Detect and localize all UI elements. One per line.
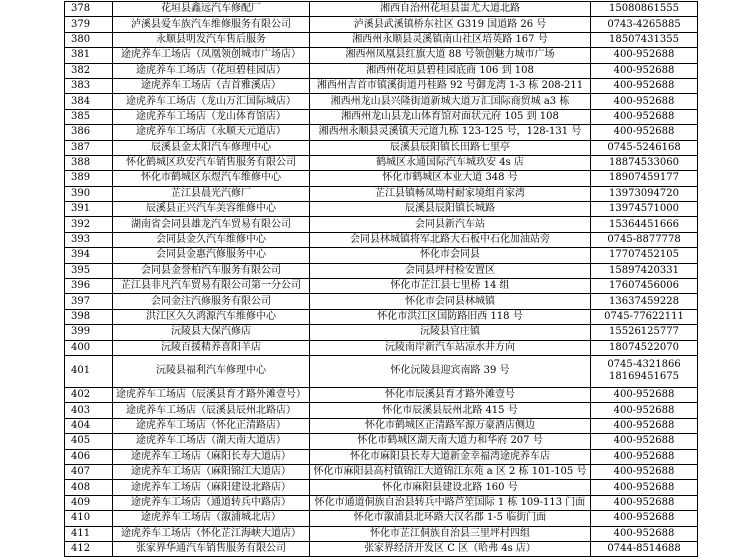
row-number-cell: 387	[65, 140, 113, 155]
shop-name-cell: 花垣县鑫远汽车修配厂	[113, 2, 310, 17]
shop-name-cell: 途虎养车工场店（溆浦城北店）	[113, 511, 310, 526]
shop-name-cell: 途虎养车工场店（花垣碧桂园店）	[113, 63, 310, 78]
row-number-cell: 402	[65, 387, 113, 402]
table-row	[65, 78, 698, 93]
table-row	[65, 309, 698, 324]
phone-cell: 400-952688	[591, 48, 698, 63]
shop-name-cell: 会同县金惠汽修服务中心	[113, 248, 310, 263]
table-row	[65, 387, 698, 402]
table-row	[65, 171, 698, 186]
address-cell: 会同县林城镇将军北路大石板中石化加油站旁	[310, 232, 591, 247]
table-row	[65, 294, 698, 309]
phone-cell: 400-952688	[591, 464, 698, 479]
row-number-cell: 407	[65, 464, 113, 479]
table-row	[65, 202, 698, 217]
address-cell: 怀化市鹤城区本业大道 348 号	[310, 171, 591, 186]
phone-cell: 0743-4265885	[591, 17, 698, 32]
table-row	[65, 355, 698, 387]
table-body	[65, 2, 698, 557]
phone-cell: 400-952688	[591, 94, 698, 109]
shop-name-cell: 途虎养车工场店（龙山体育馆店）	[113, 109, 310, 124]
address-cell: 怀化市通道侗族自治县转兵中路芦笙国际 1 栋 109-113 门面	[310, 495, 591, 510]
shop-name-cell: 怀化鹤城区玖安汽车销售服务有限公司	[113, 155, 310, 170]
table-row	[65, 232, 698, 247]
row-number-cell: 397	[65, 294, 113, 309]
address-cell: 怀化市芷江县七里桥 14 组	[310, 279, 591, 294]
phone-cell: 17707452105	[591, 248, 698, 263]
phone-cell: 0744-8514688	[591, 541, 698, 556]
address-cell: 怀化市会同县	[310, 248, 591, 263]
address-cell: 湘西州龙山县兴隆街道新城大道万汇国际商贸城 a3 栋	[310, 94, 591, 109]
address-cell: 怀化市麻阳县高村镇锦江大道锦江东苑 a 区 2 栋 101-105 号	[310, 464, 591, 479]
address-cell: 沅陵县官庄镇	[310, 325, 591, 340]
shop-name-cell: 途虎养车工场店（怀化芷江海峡大道店）	[113, 526, 310, 541]
phone-cell: 18074522070	[591, 340, 698, 355]
address-cell: 怀化市鹤城区湖天南大道力和华府 207 号	[310, 434, 591, 449]
phone-cell: 18507431355	[591, 32, 698, 47]
address-cell: 怀化市溆浦县北环路大汉名郡 1-5 临街门面	[310, 511, 591, 526]
row-number-cell: 394	[65, 248, 113, 263]
phone-cell: 0745-8877778	[591, 232, 698, 247]
shop-name-cell: 洪江区久久鸿源汽车维修中心	[113, 309, 310, 324]
address-cell: 湘西州凤凰县红旗大道 88 号领创魅力城市广场	[310, 48, 591, 63]
shop-name-cell: 沅陵县大保汽修店	[113, 325, 310, 340]
address-cell: 怀化市洪江区国防路旧西 118 号	[310, 309, 591, 324]
table-row	[65, 511, 698, 526]
address-cell: 怀化市会同县林城镇	[310, 294, 591, 309]
shop-name-cell: 途虎养车工场店（凤凰领创城市广场店）	[113, 48, 310, 63]
shop-name-cell: 沅陵百援精养喜阳羊店	[113, 340, 310, 355]
address-cell: 怀化市麻阳县长寿大道新金幸福湾途虎养车店	[310, 449, 591, 464]
table-row	[65, 125, 698, 140]
shop-name-cell: 会同县金誉柏汽车服务有限公司	[113, 263, 310, 278]
address-cell: 会同县新汽车站	[310, 217, 591, 232]
table-row	[65, 541, 698, 556]
address-cell: 湘西州永顺县灵溪镇南山社区培英路 167 号	[310, 32, 591, 47]
shop-name-cell: 途虎养车工场店（辰溪县育才路外滩壹号）	[113, 387, 310, 402]
row-number-cell: 379	[65, 17, 113, 32]
shop-name-cell: 芷江县晨光汽修厂	[113, 186, 310, 201]
table-row	[65, 464, 698, 479]
address-cell: 沅陵南岸新汽车站凉水井方向	[310, 340, 591, 355]
table-row	[65, 140, 698, 155]
table-row	[65, 48, 698, 63]
phone-cell: 400-952688	[591, 526, 698, 541]
table-row	[65, 495, 698, 510]
address-cell: 湘西州龙山县龙山体育馆对面状元府 105 到 108	[310, 109, 591, 124]
row-number-cell: 381	[65, 48, 113, 63]
row-number-cell: 396	[65, 279, 113, 294]
address-cell: 湘西州吉首市镇溪街道丹桂路 92 号御龙湾 1-3 栋 208-211	[310, 78, 591, 93]
row-number-cell: 395	[65, 263, 113, 278]
table-row	[65, 403, 698, 418]
phone-cell: 400-952688	[591, 403, 698, 418]
phone-cell: 15526125777	[591, 325, 698, 340]
phone-cell: 400-952688	[591, 109, 698, 124]
row-number-cell: 378	[65, 2, 113, 17]
row-number-cell: 411	[65, 526, 113, 541]
row-number-cell: 390	[65, 186, 113, 201]
table-row	[65, 109, 698, 124]
row-number-cell: 408	[65, 480, 113, 495]
table-row	[65, 217, 698, 232]
address-cell: 怀化市辰溪县辰州北路 415 号	[310, 403, 591, 418]
address-cell: 湘西自治州花垣县蚩尤大道北路	[310, 2, 591, 17]
address-cell: 怀化市辰溪县育才路外滩壹号	[310, 387, 591, 402]
repair-shop-table	[64, 1, 698, 557]
table-row	[65, 32, 698, 47]
shop-name-cell: 途虎养车工场店（怀化正清路店）	[113, 418, 310, 433]
phone-cell: 18874533060	[591, 155, 698, 170]
phone-cell: 18907459177	[591, 171, 698, 186]
phone-cell: 13973094720	[591, 186, 698, 201]
phone-cell: 400-952688	[591, 125, 698, 140]
shop-name-cell: 芷江县非凡汽车贸易有限公司第一分公司	[113, 279, 310, 294]
address-cell: 会同县坪村检安置区	[310, 263, 591, 278]
row-number-cell: 384	[65, 94, 113, 109]
shop-name-cell: 辰溪县正兴汽车美容维修中心	[113, 202, 310, 217]
table-row	[65, 325, 698, 340]
table-row	[65, 340, 698, 355]
shop-name-cell: 永顺县明发汽车售后服务	[113, 32, 310, 47]
phone-cell: 400-952688	[591, 480, 698, 495]
row-number-cell: 401	[65, 355, 113, 387]
row-number-cell: 386	[65, 125, 113, 140]
table-row	[65, 2, 698, 17]
shop-name-cell: 湖南省会同县雄龙汽车贸易有限公司	[113, 217, 310, 232]
table-row	[65, 63, 698, 78]
row-number-cell: 391	[65, 202, 113, 217]
table-row	[65, 418, 698, 433]
row-number-cell: 385	[65, 109, 113, 124]
row-number-cell: 409	[65, 495, 113, 510]
address-cell: 怀化市鹤城区正清路军源万豪酒店侧边	[310, 418, 591, 433]
phone-cell: 400-952688	[591, 495, 698, 510]
shop-name-cell: 途虎养车工场店（永顺天元道店）	[113, 125, 310, 140]
row-number-cell: 392	[65, 217, 113, 232]
phone-cell: 400-952688	[591, 78, 698, 93]
address-cell: 怀化沅陵县迎宾南路 39 号	[310, 355, 591, 387]
phone-cell: 17607456006	[591, 279, 698, 294]
row-number-cell: 405	[65, 434, 113, 449]
address-cell: 怀化市芷江侗族自治县三里坪村四组	[310, 526, 591, 541]
shop-name-cell: 途虎养车工场店（通道转兵中路店）	[113, 495, 310, 510]
address-cell: 芷江县镇畅凤坳村耐家境组肖家湾	[310, 186, 591, 201]
row-number-cell: 382	[65, 63, 113, 78]
phone-cell: 13974571000	[591, 202, 698, 217]
row-number-cell: 399	[65, 325, 113, 340]
address-cell: 鹤城区永通国际汽车城玖安 4s 店	[310, 155, 591, 170]
phone-cell: 400-952688	[591, 449, 698, 464]
table-row	[65, 17, 698, 32]
shop-name-cell: 途虎养车工场店（湖天南大道店）	[113, 434, 310, 449]
address-cell: 张家界经济开发区 C 区（哈弗 4s 店）	[310, 541, 591, 556]
address-cell: 怀化市麻阳县建设北路 160 号	[310, 480, 591, 495]
row-number-cell: 388	[65, 155, 113, 170]
shop-name-cell: 途虎养车工场店（龙山万汇国际城店）	[113, 94, 310, 109]
phone-cell: 15080861555	[591, 2, 698, 17]
address-cell: 湘西州花垣县碧桂园底商 106 到 108	[310, 63, 591, 78]
row-number-cell: 406	[65, 449, 113, 464]
shop-name-cell: 辰溪县金太阳汽车修理中心	[113, 140, 310, 155]
phone-cell: 400-952688	[591, 511, 698, 526]
row-number-cell: 380	[65, 32, 113, 47]
shop-name-cell: 途虎养车工场店（麻阳锦江大道店）	[113, 464, 310, 479]
shop-name-cell: 泸溪县爱车族汽车维修服务有限公司	[113, 17, 310, 32]
row-number-cell: 398	[65, 309, 113, 324]
row-number-cell: 412	[65, 541, 113, 556]
table-row	[65, 526, 698, 541]
table-row	[65, 155, 698, 170]
row-number-cell: 403	[65, 403, 113, 418]
phone-cell: 0745-4321866 18169451675	[591, 355, 698, 387]
phone-cell: 15897420331	[591, 263, 698, 278]
shop-name-cell: 张家界华通汽车销售服务有限公司	[113, 541, 310, 556]
row-number-cell: 393	[65, 232, 113, 247]
table-row	[65, 279, 698, 294]
table-row	[65, 434, 698, 449]
row-number-cell: 404	[65, 418, 113, 433]
shop-name-cell: 会同金注汽修服务有限公司	[113, 294, 310, 309]
shop-name-cell: 途虎养车工场店（吉首雅溪店）	[113, 78, 310, 93]
phone-cell: 0745-77622111	[591, 309, 698, 324]
address-cell: 辰溪县辰阳镇长城路	[310, 202, 591, 217]
row-number-cell: 400	[65, 340, 113, 355]
row-number-cell: 410	[65, 511, 113, 526]
shop-name-cell: 途虎养车工场店（麻阳建设北路店）	[113, 480, 310, 495]
table-row	[65, 480, 698, 495]
shop-name-cell: 会同县金久汽车维修中心	[113, 232, 310, 247]
table-row	[65, 248, 698, 263]
phone-cell: 13637459228	[591, 294, 698, 309]
table-row	[65, 94, 698, 109]
phone-cell: 400-952688	[591, 418, 698, 433]
address-cell: 辰溪县辰阳镇长田路七里亭	[310, 140, 591, 155]
phone-cell: 400-952688	[591, 63, 698, 78]
shop-name-cell: 怀化市鹤城区东煜汽车维修中心	[113, 171, 310, 186]
phone-cell: 15364451666	[591, 217, 698, 232]
table-row	[65, 263, 698, 278]
table-row	[65, 449, 698, 464]
row-number-cell: 389	[65, 171, 113, 186]
address-cell: 湘西州永顺县灵溪镇天元道九栋 123-125 号，128-131 号	[310, 125, 591, 140]
shop-name-cell: 沅陵县福利汽车修理中心	[113, 355, 310, 387]
shop-name-cell: 途虎养车工场店（辰溪县辰州北路店）	[113, 403, 310, 418]
phone-cell: 400-952688	[591, 434, 698, 449]
phone-cell: 0745-5246168	[591, 140, 698, 155]
shop-name-cell: 途虎养车工场店（麻阳长寿大道店）	[113, 449, 310, 464]
table-row	[65, 186, 698, 201]
address-cell: 泸溪县武溪镇桥东社区 G319 国道路 26 号	[310, 17, 591, 32]
phone-cell: 400-952688	[591, 387, 698, 402]
row-number-cell: 383	[65, 78, 113, 93]
